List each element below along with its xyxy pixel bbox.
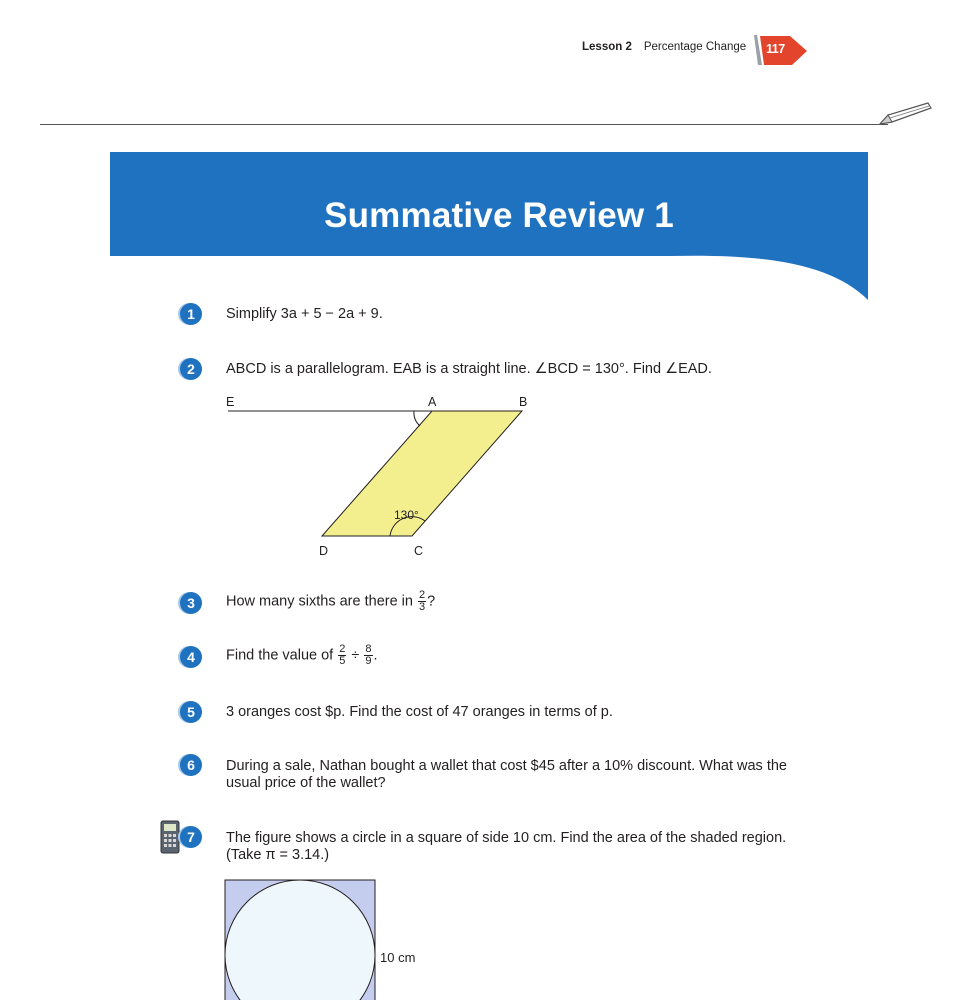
angle-label-bcd: 130° [394, 508, 419, 522]
question-number-5: 5 [180, 701, 202, 723]
question-number-2: 2 [180, 358, 202, 380]
label-e: E [226, 395, 235, 409]
question-number-6: 6 [180, 754, 202, 776]
fraction-denominator: 9 [365, 655, 372, 667]
question-number-1: 1 [180, 303, 202, 325]
question-4-text-before: Find the value of [226, 647, 338, 664]
label-b: B [519, 395, 528, 409]
fraction-8-9 [364, 644, 372, 667]
fraction-2-3 [418, 590, 426, 613]
running-head [582, 41, 746, 53]
calculator-icon [160, 820, 180, 854]
lesson-label: Lesson 2 [582, 41, 632, 53]
lesson-topic: Percentage Change [643, 41, 747, 53]
label-a: A [428, 395, 437, 409]
fraction-denominator: 3 [419, 601, 426, 613]
fraction-numerator: 8 [365, 643, 372, 655]
header-rule [40, 124, 888, 125]
question-7-line-1: The figure shows a circle in a square of side 10 cm. Find the area of the shaded region. [226, 830, 787, 846]
fraction-numerator: 2 [339, 643, 346, 655]
question-text-4 [226, 644, 378, 667]
pencil-icon [878, 100, 934, 126]
question-number-3: 3 [180, 592, 202, 614]
page-number-tab [752, 34, 808, 66]
question-4-text-after: . [373, 647, 378, 664]
question-7-line-2: (Take π = 3.14.) [226, 847, 330, 863]
question-text-2: ABCD is a parallelogram. EAB is a straight line. ∠BCD = 130°. Find ∠EAD. [226, 361, 712, 377]
parallelogram-abcd [322, 411, 522, 536]
page-title: Summative Review 1 [324, 196, 674, 235]
question-number-7: 7 [180, 826, 202, 848]
side-length-label: 10 cm [380, 950, 416, 965]
fraction-numerator: 2 [419, 589, 426, 601]
question-text-6 [226, 758, 787, 792]
question-text-1: Simplify 3a + 5 − 2a + 9. [226, 306, 383, 322]
question-number-4: 4 [180, 646, 202, 668]
angle-arc-ead [414, 411, 420, 426]
division-operator: ÷ [347, 647, 364, 664]
question-6-line-2: usual price of the wallet? [226, 775, 386, 791]
question-text-3 [226, 590, 435, 613]
page-number: 117 [766, 42, 785, 56]
label-c: C [414, 544, 424, 558]
square-circle-figure [224, 878, 378, 1000]
question-6-line-1: During a sale, Nathan bought a wallet that cost $45 after a 10% discount. What was the [226, 758, 787, 774]
question-3-text-after: ? [427, 593, 436, 610]
fraction-denominator: 5 [339, 655, 346, 667]
question-3-text-before: How many sixths are there in [226, 593, 417, 610]
fraction-2-5 [338, 644, 346, 667]
parallelogram-figure [220, 392, 550, 562]
label-d: D [319, 544, 329, 558]
question-text-5: 3 oranges cost $p. Find the cost of 47 oranges in terms of p. [226, 704, 613, 720]
question-text-7 [226, 830, 786, 864]
title-banner [110, 152, 868, 300]
